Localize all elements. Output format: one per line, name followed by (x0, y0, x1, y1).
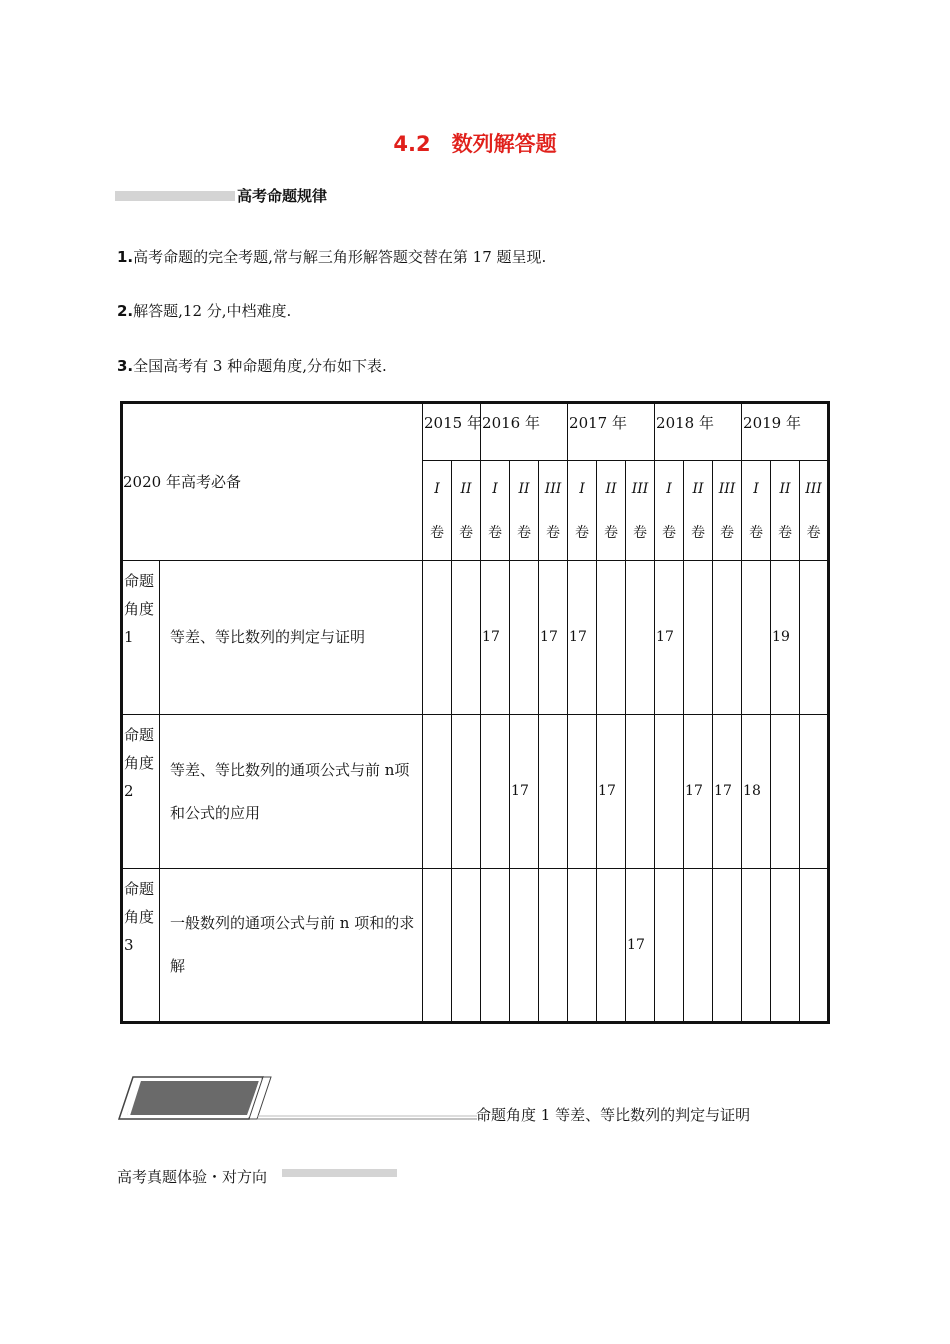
paragraph-2: 2.解答题,12 分,中档难度. (117, 302, 292, 320)
table-cell (800, 561, 829, 715)
paper-numeral: II (692, 481, 704, 497)
paper-numeral: III (718, 481, 736, 497)
paper-numeral: III (631, 481, 649, 497)
table-cell (771, 715, 800, 869)
banner-stripes-decor (115, 1074, 485, 1122)
paper-numeral: III (805, 481, 822, 497)
paper-suffix: 卷 (720, 525, 735, 541)
paper-header-cell (423, 461, 452, 561)
table-cell: 17 (568, 561, 597, 715)
table-cell (423, 715, 452, 869)
paragraph-3: 3.全国高考有 3 种命题角度,分布如下表. (117, 357, 387, 375)
paper-suffix: 卷 (575, 525, 590, 541)
table-cell (597, 561, 626, 715)
paper-numeral: II (779, 481, 791, 497)
table-cell (568, 715, 597, 869)
distribution-table (120, 401, 830, 1024)
table-cell (800, 869, 829, 1023)
table-cell: 17 (713, 715, 742, 869)
table-cell (452, 715, 481, 869)
table-cell (655, 869, 684, 1023)
angle-label: 命题 角度 1 (122, 561, 160, 715)
subsection-decor-bar (282, 1169, 397, 1177)
paper-header-cell (481, 461, 510, 561)
paper-suffix: 卷 (459, 525, 474, 541)
paper-numeral: I (579, 481, 585, 497)
table-cell (597, 869, 626, 1023)
paper-suffix: 卷 (691, 525, 706, 541)
paper-suffix: 卷 (430, 525, 445, 541)
table-cell: 17 (626, 869, 655, 1023)
table-cell (539, 715, 568, 869)
paper-header-cell (684, 461, 713, 561)
table-cell (568, 869, 597, 1023)
paper-numeral: I (753, 481, 759, 497)
table-cell (684, 561, 713, 715)
paper-suffix: 卷 (604, 525, 619, 541)
angle-label: 命题 角度 2 (122, 715, 160, 869)
angle-label: 命题 角度 3 (122, 869, 160, 1023)
table-cell: 17 (684, 715, 713, 869)
paper-header-cell (771, 461, 800, 561)
table-cell (423, 869, 452, 1023)
paper-suffix: 卷 (778, 525, 793, 541)
paper-suffix: 卷 (488, 525, 503, 541)
paper-header-cell (655, 461, 684, 561)
section-heading: 高考命题规律 (237, 187, 328, 205)
table-cell (510, 561, 539, 715)
year-header-2015: 2015 年 (423, 403, 481, 461)
year-header-2018: 2018 年 (655, 403, 742, 461)
paper-suffix: 卷 (662, 525, 677, 541)
table-cell: 17 (655, 561, 684, 715)
table-corner-label: 2020 年高考必备 (122, 403, 423, 561)
paper-header-cell (539, 461, 568, 561)
paper-numeral: II (460, 481, 472, 497)
angle-banner-title: 命题角度 1 等差、等比数列的判定与证明 (476, 1106, 751, 1124)
table-cell (713, 561, 742, 715)
table-cell: 17 (481, 561, 510, 715)
table-cell (481, 869, 510, 1023)
table-cell: 18 (742, 715, 771, 869)
table-cell: 19 (771, 561, 800, 715)
table-cell: 17 (510, 715, 539, 869)
table-cell (626, 561, 655, 715)
paper-header-cell (800, 461, 829, 561)
year-header-2017: 2017 年 (568, 403, 655, 461)
paper-numeral: II (518, 481, 530, 497)
table-row (122, 561, 829, 715)
table-cell: 17 (597, 715, 626, 869)
table-cell (771, 869, 800, 1023)
paper-numeral: II (605, 481, 617, 497)
subsection-heading: 高考真题体验・对方向 (117, 1168, 268, 1186)
paper-header-cell (452, 461, 481, 561)
paper-header-cell (568, 461, 597, 561)
paper-header-cell (742, 461, 771, 561)
section-decor-bar (115, 191, 235, 201)
paper-numeral: III (544, 481, 562, 497)
angle-banner (115, 1074, 485, 1122)
angle-description: 一般数列的通项公式与前 n 项和的求解 (160, 869, 423, 1023)
table-cell (713, 869, 742, 1023)
table-cell (626, 715, 655, 869)
angle-description: 等差、等比数列的通项公式与前 n项和公式的应用 (160, 715, 423, 869)
table-cell (655, 715, 684, 869)
table-cell (481, 715, 510, 869)
paper-suffix: 卷 (806, 525, 821, 541)
table-cell (742, 869, 771, 1023)
table-cell (684, 869, 713, 1023)
year-header-2019: 2019 年 (742, 403, 829, 461)
paper-header-cell (713, 461, 742, 561)
paper-numeral: I (666, 481, 672, 497)
paper-suffix: 卷 (749, 525, 764, 541)
paper-numeral: I (492, 481, 498, 497)
table-cell (742, 561, 771, 715)
table-cell (452, 561, 481, 715)
paper-numeral: I (434, 481, 440, 497)
paper-suffix: 卷 (546, 525, 561, 541)
table-cell (452, 869, 481, 1023)
year-header-2016: 2016 年 (481, 403, 568, 461)
paper-header-cell (597, 461, 626, 561)
paper-suffix: 卷 (517, 525, 532, 541)
table-cell: 17 (539, 561, 568, 715)
page-title: 4.2 数列解答题 (393, 132, 557, 156)
table-cell (510, 869, 539, 1023)
table-row (122, 715, 829, 869)
paper-header-cell (626, 461, 655, 561)
angle-description: 等差、等比数列的判定与证明 (160, 561, 423, 715)
paper-suffix: 卷 (633, 525, 648, 541)
paragraph-1: 1.高考命题的完全考题,常与解三角形解答题交替在第 17 题呈现. (117, 248, 547, 266)
table-row (122, 869, 829, 1023)
table-cell (539, 869, 568, 1023)
table-cell (423, 561, 452, 715)
table-cell (800, 715, 829, 869)
paper-header-cell (510, 461, 539, 561)
